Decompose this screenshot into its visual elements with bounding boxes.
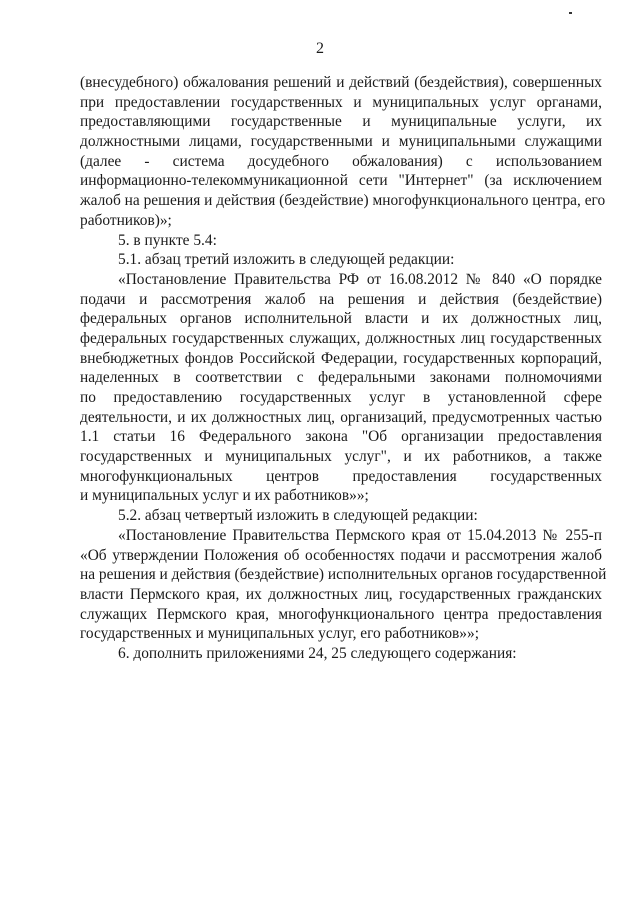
text-line: 5.2. абзац четвертый изложить в следующей редакции:	[118, 507, 478, 525]
text-line: должностными лицами, государственными и муниципальными служащими	[80, 133, 602, 151]
page-number: 2	[316, 40, 324, 57]
text-line: 6. дополнить приложениями 24, 25 следующего содержания:	[118, 644, 517, 662]
text-line: многофункциональных центров предоставления государственных	[80, 467, 602, 485]
text-line: на решения и действия (бездействие) исполнительных органов государственной	[80, 566, 607, 584]
text-line: и муниципальных услуг и их работников»»;	[80, 487, 369, 505]
text-line: (далее - система досудебного обжалования) с использованием	[80, 152, 602, 170]
text-line: государственных и муниципальных услуг", и их работников, а также	[80, 448, 602, 466]
text-line: «Постановление Правительства РФ от 16.08.2012 № 840 «О порядке	[118, 270, 602, 288]
text-line: информационно-телекоммуникационной сети "Интернет" (за исключением	[80, 172, 602, 190]
text-line: деятельности, и их должностных лиц, организаций, предусмотренных частью	[80, 408, 602, 426]
document-body	[80, 73, 607, 664]
text-line: федеральных органов исполнительной власти и их должностных лиц,	[80, 310, 602, 328]
text-line: 5. в пункте 5.4:	[118, 231, 217, 249]
text-line: наделенных в соответствии с федеральными законами полномочиями	[80, 369, 602, 387]
text-line: власти Пермского края, их должностных лиц, государственных гражданских	[80, 585, 602, 603]
text-line: жалоб на решения и действия (бездействие) многофункционального центра, его	[80, 192, 606, 210]
text-line: по предоставлению государственных услуг в установленной сфере	[80, 389, 602, 406]
text-line: государственных и муниципальных услуг, его работников»»;	[80, 625, 479, 643]
scan-speck	[569, 12, 572, 14]
text-line: 1.1 статьи 16 Федерального закона "Об организации предоставления	[80, 428, 602, 446]
text-line: при предоставлении государственных и муниципальных услуг органами,	[80, 93, 602, 111]
text-line: служащих Пермского края, многофункционального центра предоставления	[80, 605, 602, 623]
text-line: федеральных государственных служащих, должностных лиц государственных	[80, 329, 602, 347]
text-line: «Об утверждении Положения об особенностях подачи и рассмотрения жалоб	[80, 546, 602, 564]
text-line: подачи и рассмотрения жалоб на решения и действия (бездействие)	[80, 290, 602, 308]
text-line: предоставляющими государственные и муниципальные услуги, их	[80, 113, 602, 131]
text-line: 5.1. абзац третий изложить в следующей редакции:	[118, 251, 455, 269]
text-line: «Постановление Правительства Пермского края от 15.04.2013 № 255-п	[118, 526, 602, 544]
text-line: (внесудебного) обжалования решений и действий (бездействия), совершенных	[80, 74, 602, 91]
text-line: внебюджетных фондов Российской Федерации, государственных корпораций,	[80, 349, 602, 367]
text-line: работников)»;	[80, 211, 172, 229]
